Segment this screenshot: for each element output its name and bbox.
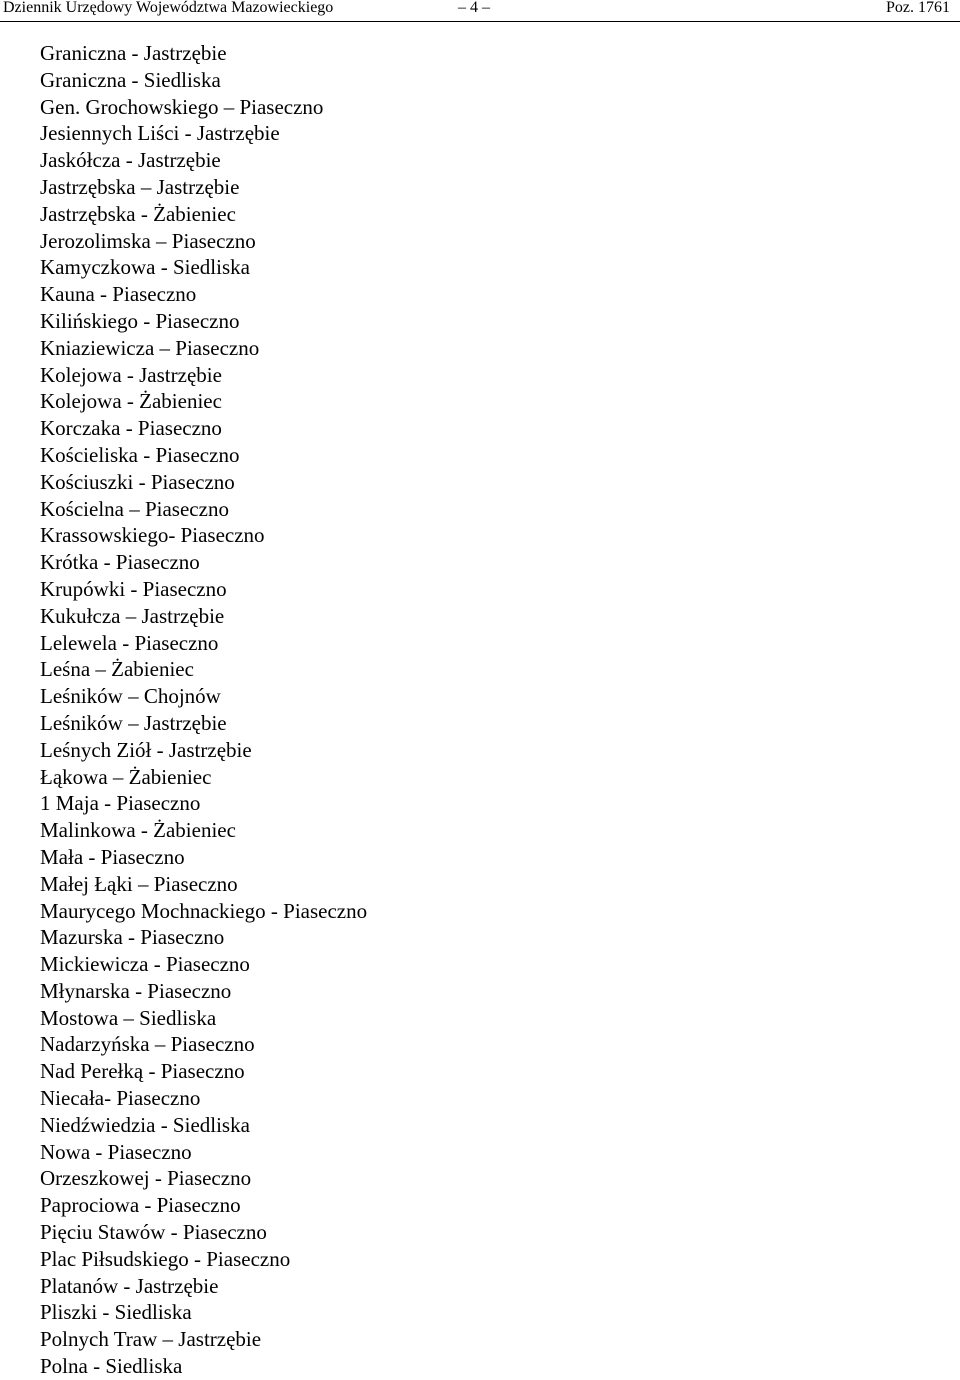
street-entry: Maurycego Mochnackiego - Piaseczno bbox=[40, 898, 368, 923]
street-entry: Kościelna – Piaseczno bbox=[40, 496, 229, 521]
street-entry: Jastrzębska - Żabieniec bbox=[40, 201, 236, 226]
street-entry: Paprociowa - Piaseczno bbox=[40, 1193, 241, 1218]
street-entry: Jastrzębska – Jastrzębie bbox=[40, 174, 240, 199]
street-entry: Pliszki - Siedliska bbox=[40, 1300, 192, 1325]
street-entry: Nowa - Piaseczno bbox=[40, 1139, 192, 1164]
street-entry: Mazurska - Piaseczno bbox=[40, 925, 225, 950]
street-entry: Leśników – Jastrzębie bbox=[40, 710, 227, 735]
street-entry: Jerozolimska – Piaseczno bbox=[40, 228, 256, 253]
street-entry: Leśnych Ziół - Jastrzębie bbox=[40, 737, 252, 762]
street-entry: Pięciu Stawów - Piaseczno bbox=[40, 1220, 267, 1245]
street-entry: Graniczna - Siedliska bbox=[40, 67, 221, 92]
street-entry: Orzeszkowej - Piaseczno bbox=[40, 1166, 252, 1191]
street-entry: Gen. Grochowskiego – Piaseczno bbox=[40, 94, 324, 119]
street-entry: Łąkowa – Żabieniec bbox=[40, 764, 212, 789]
street-entry: Nadarzyńska – Piaseczno bbox=[40, 1032, 255, 1057]
street-entry: Kukułcza – Jastrzębie bbox=[40, 603, 225, 628]
street-entry: Krassowskiego- Piaseczno bbox=[40, 523, 265, 548]
street-entry: Kościuszki - Piaseczno bbox=[40, 469, 235, 494]
street-entry: Kościeliska - Piaseczno bbox=[40, 442, 240, 467]
street-entry: Mostowa – Siedliska bbox=[40, 1005, 217, 1030]
street-entry: Kilińskiego - Piaseczno bbox=[40, 308, 240, 333]
street-entry: Kauna - Piaseczno bbox=[40, 282, 197, 307]
street-entry: Jesiennych Liści - Jastrzębie bbox=[40, 121, 280, 146]
street-entry: Kolejowa - Żabieniec bbox=[40, 389, 222, 414]
street-entry: Platanów - Jastrzębie bbox=[40, 1273, 219, 1298]
street-entry: Malinkowa - Żabieniec bbox=[40, 818, 236, 843]
street-list bbox=[40, 40, 367, 1380]
street-entry: 1 Maja - Piaseczno bbox=[40, 791, 201, 816]
street-entry: Młynarska - Piaseczno bbox=[40, 978, 232, 1003]
street-entry: Plac Piłsudskiego - Piaseczno bbox=[40, 1246, 291, 1271]
street-entry: Jaskółcza - Jastrzębie bbox=[40, 148, 221, 173]
street-entry: Lelewela - Piaseczno bbox=[40, 630, 219, 655]
street-entry: Mała - Piaseczno bbox=[40, 844, 185, 869]
journal-title: Dziennik Urzędowy Województwa Mazowieckiego bbox=[3, 0, 334, 16]
page-header bbox=[0, 0, 960, 22]
street-entry: Kniaziewicza – Piaseczno bbox=[40, 335, 260, 360]
street-entry: Graniczna - Jastrzębie bbox=[40, 41, 227, 65]
street-entry: Małej Łąki – Piaseczno bbox=[40, 871, 238, 896]
street-entry: Polnych Traw – Jastrzębie bbox=[40, 1327, 262, 1352]
street-entry: Kamyczkowa - Siedliska bbox=[40, 255, 250, 280]
street-entry: Polna - Siedliska bbox=[40, 1354, 183, 1379]
street-entry: Krupówki - Piaseczno bbox=[40, 576, 227, 601]
street-entry: Krótka - Piaseczno bbox=[40, 550, 200, 575]
street-entry: Nad Perełką - Piaseczno bbox=[40, 1059, 245, 1084]
street-entry: Leśna – Żabieniec bbox=[40, 657, 194, 682]
street-entry: Korczaka - Piaseczno bbox=[40, 416, 222, 441]
street-entry: Mickiewicza - Piaseczno bbox=[40, 952, 250, 977]
position-number: Poz. 1761 bbox=[886, 0, 950, 16]
header-divider bbox=[0, 21, 960, 22]
street-entry: Leśników – Chojnów bbox=[40, 684, 221, 709]
street-entry: Niecała- Piaseczno bbox=[40, 1086, 201, 1111]
street-entry: Niedźwiedzia - Siedliska bbox=[40, 1112, 250, 1137]
page-number: – 4 – bbox=[458, 0, 490, 16]
street-entry: Kolejowa - Jastrzębie bbox=[40, 362, 222, 387]
